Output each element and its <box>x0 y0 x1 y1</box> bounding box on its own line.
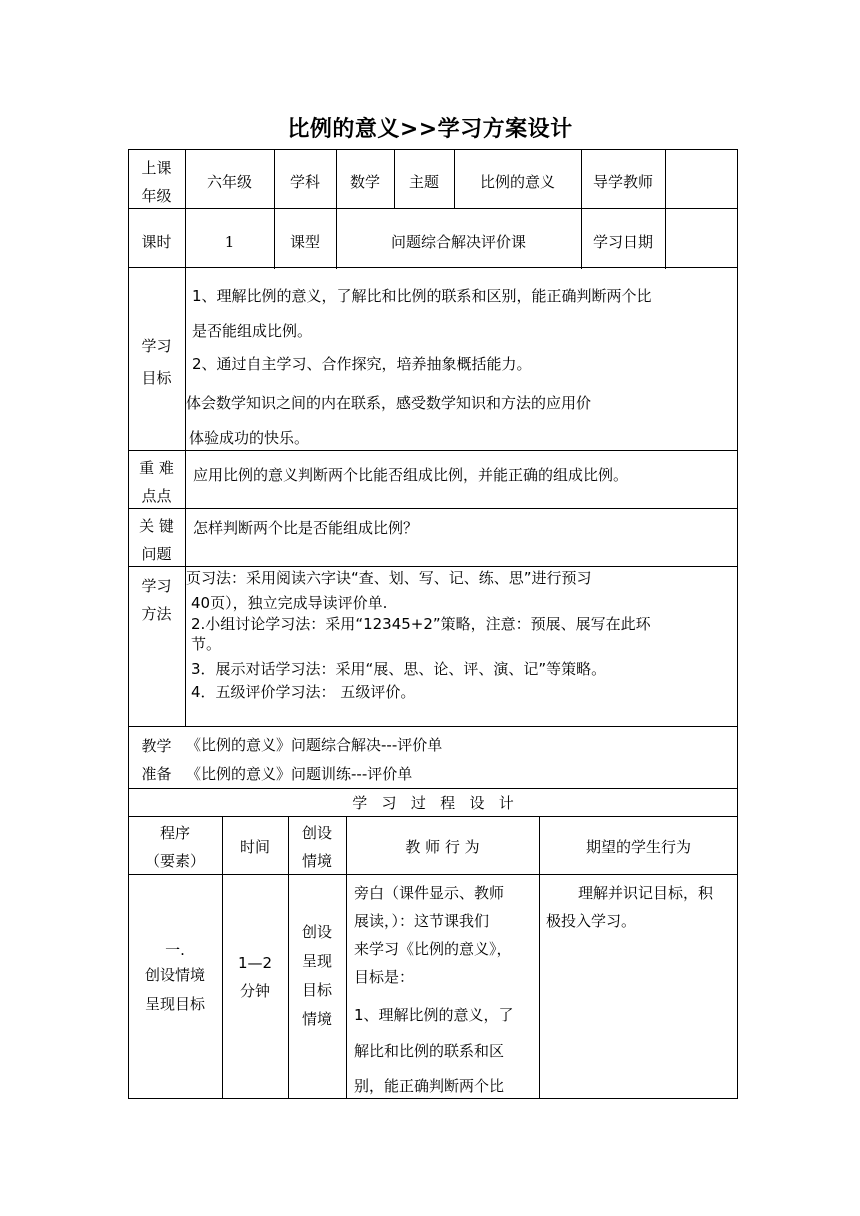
prep-line: 《比例的意义》问题综合解决---评价单 <box>186 736 443 754</box>
page-title: 比例的意义>>学习方案设计 <box>287 117 573 142</box>
table-rule <box>128 208 738 209</box>
goal-line: 是否能组成比例。 <box>192 322 313 340</box>
topic-label: 主题 <box>408 173 439 191</box>
process-header: 学 习 过 程 设 计 <box>352 794 514 812</box>
grade-label-line1: 上课 <box>141 159 172 177</box>
col-step-line1: 程序 <box>159 824 190 842</box>
teacher-behavior-line: 旁白（课件显示、教师 <box>354 884 505 902</box>
col-time: 时间 <box>239 838 270 856</box>
period-value: 1 <box>224 233 235 251</box>
lesson-type-value: 问题综合解决评价课 <box>390 233 526 251</box>
method-line: 2.小组讨论学习法：采用“12345+2”策略，注意：预展、展写在此环 <box>191 615 651 633</box>
study-date-label: 学习日期 <box>592 233 653 251</box>
stage-scene-line: 呈现 <box>301 952 332 970</box>
stage-scene-line: 创设 <box>301 923 332 941</box>
method-line: 3．展示对话学习法：采用“展、思、论、评、演、记”等策略。 <box>191 660 607 678</box>
grade-value: 六年级 <box>206 173 252 191</box>
teacher-behavior-line: 目标是： <box>354 968 415 986</box>
teacher-behavior-line: 来学习《比例的意义》， <box>354 940 512 958</box>
col-student-behavior: 期望的学生行为 <box>585 838 691 856</box>
method-label-line2: 方法 <box>141 605 172 623</box>
prep-label-line1: 教学 <box>141 737 172 755</box>
difficulty-label-line2: 点点 <box>141 487 172 505</box>
key-question-label-line2: 问题 <box>141 545 172 563</box>
method-label-line1: 学习 <box>141 577 172 595</box>
table-rule <box>185 267 186 727</box>
period-label: 课时 <box>141 233 172 251</box>
teacher-behavior-line: 解比和比例的联系和区 <box>354 1042 505 1060</box>
grade-label-line2: 年级 <box>141 187 172 205</box>
col-scene-line2: 情境 <box>301 852 332 870</box>
teacher-behavior-line: 别，能正确判断两个比 <box>354 1077 505 1095</box>
difficulty-label-line1: 重 难 <box>139 459 174 477</box>
method-line: 4．五级评价学习法： 五级评价。 <box>191 683 416 701</box>
table-rule <box>128 726 738 727</box>
topic-value: 比例的意义 <box>479 173 555 191</box>
col-scene-line1: 创设 <box>301 824 332 842</box>
subject-label: 学科 <box>289 173 320 191</box>
key-question-label-line1: 关 键 <box>139 517 174 535</box>
goals-label-line1: 学习 <box>141 337 172 355</box>
teacher-behavior-line: 1、理解比例的意义，了 <box>354 1006 514 1024</box>
table-rule <box>128 508 738 509</box>
method-line: 40页），独立完成导读评价单. <box>191 594 388 612</box>
table-rule <box>665 149 666 269</box>
stage-time-line2: 分钟 <box>239 982 270 1000</box>
student-behavior-line: 理解并识记目标，积 <box>578 884 714 902</box>
col-step-line2: （要素） <box>144 852 205 870</box>
student-behavior-line: 极投入学习。 <box>546 912 637 930</box>
goal-line: 1、理解比例的意义，了解比和比例的联系和区别，能正确判断两个比 <box>192 287 652 305</box>
stage-name-line1: 创设情境 <box>144 966 205 984</box>
goal-line: 体验成功的快乐。 <box>189 429 310 447</box>
method-line: 节。 <box>191 635 222 653</box>
goal-line: 2、通过自主学习、合作探究，培养抽象概括能力。 <box>192 355 532 373</box>
lesson-type-label: 课型 <box>289 233 320 251</box>
col-teacher-behavior: 教 师 行 为 <box>405 838 480 856</box>
table-rule <box>128 267 738 268</box>
teacher-label: 导学教师 <box>592 173 653 191</box>
teacher-behavior-line: 展读，）：这节课我们 <box>354 912 490 930</box>
stage-time-line1: 1—2 <box>237 954 273 972</box>
stage-name-line2: 呈现目标 <box>144 995 205 1013</box>
key-question-text: 怎样判断两个比是否能组成比例？ <box>193 519 419 537</box>
stage-scene-line: 情境 <box>301 1010 332 1028</box>
difficulty-text: 应用比例的意义判断两个比能否组成比例，并能正确的组成比例。 <box>193 466 629 484</box>
stage-number: 一. <box>165 941 185 959</box>
goals-label-line2: 目标 <box>141 369 172 387</box>
goal-line: 体会数学知识之间的内在联系，感受数学知识和方法的应用价 <box>186 394 592 412</box>
prep-line: 《比例的意义》问题训练---评价单 <box>186 765 413 783</box>
method-line: 页习法：采用阅读六字诀“查、划、写、记、练、思”进行预习 <box>186 569 592 587</box>
subject-value: 数学 <box>349 173 380 191</box>
prep-label-line2: 准备 <box>141 765 172 783</box>
stage-scene-line: 目标 <box>301 981 332 999</box>
